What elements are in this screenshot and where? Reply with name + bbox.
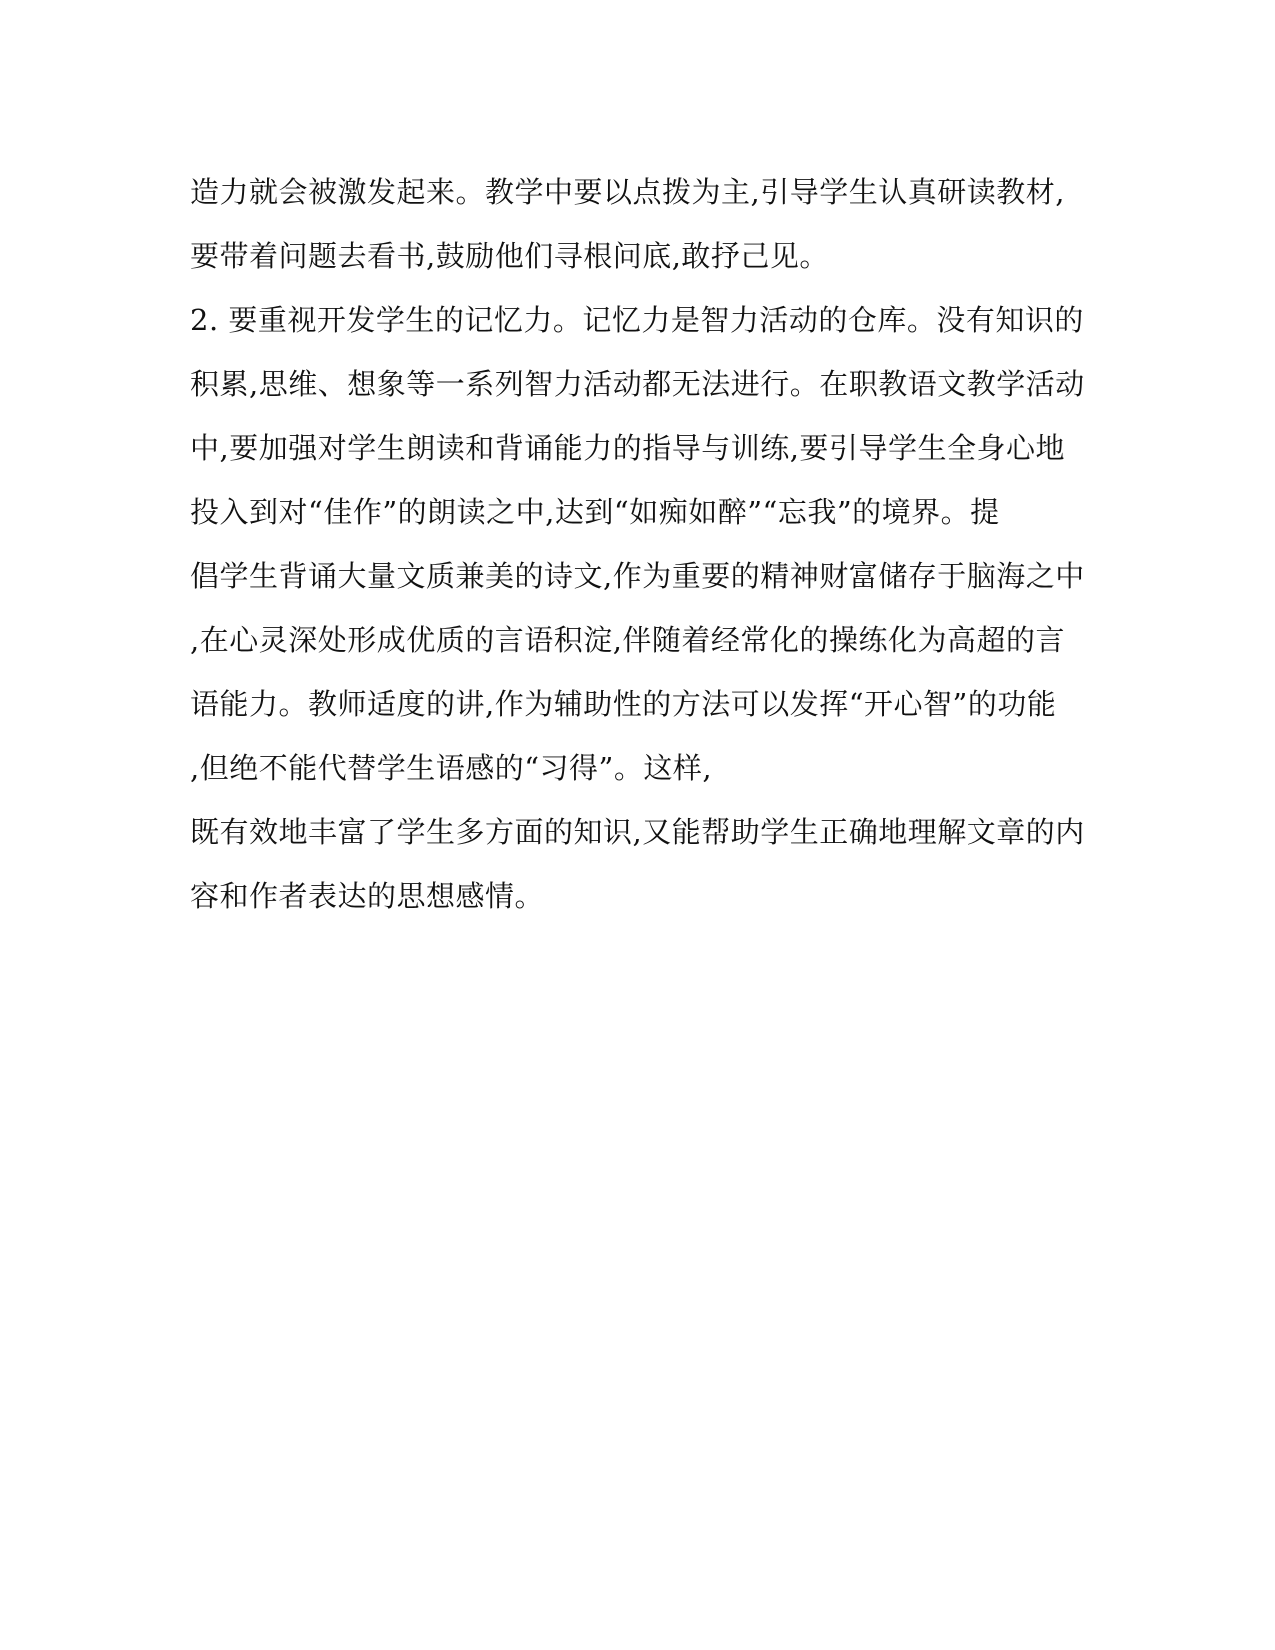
text-line: 投入到对“佳作”的朗读之中,达到“如痴如醉”“忘我”的境界。提 bbox=[190, 495, 1000, 529]
text-line: 倡学生背诵大量文质兼美的诗文,作为重要的精神财富储存于脑海之中 bbox=[190, 559, 1085, 593]
text-line: 既有效地丰富了学生多方面的知识,又能帮助学生正确地理解文章的内 bbox=[190, 815, 1085, 849]
text-line: 2. 要重视开发学生的记忆力。记忆力是智力活动的仓库。没有知识的 bbox=[190, 303, 1084, 337]
text-line: 语能力。教师适度的讲,作为辅助性的方法可以发挥“开心智”的功能 bbox=[190, 687, 1057, 721]
text-line: 积累,思维、想象等一系列智力活动都无法进行。在职教语文教学活动 bbox=[190, 367, 1085, 401]
text-line: 中,要加强对学生朗读和背诵能力的指导与训练,要引导学生全身心地 bbox=[190, 431, 1065, 465]
text-line: ,但绝不能代替学生语感的“习得”。这样, bbox=[190, 751, 713, 785]
text-line: 要带着问题去看书,鼓励他们寻根问底,敢抒己见。 bbox=[190, 239, 829, 273]
text-line: ,在心灵深处形成优质的言语积淀,伴随着经常化的操练化为高超的言 bbox=[190, 623, 1065, 657]
body-text bbox=[190, 160, 1090, 928]
text-line: 容和作者表达的思想感情。 bbox=[190, 879, 545, 913]
text-line: 造力就会被激发起来。教学中要以点拨为主,引导学生认真研读教材, bbox=[190, 175, 1065, 209]
